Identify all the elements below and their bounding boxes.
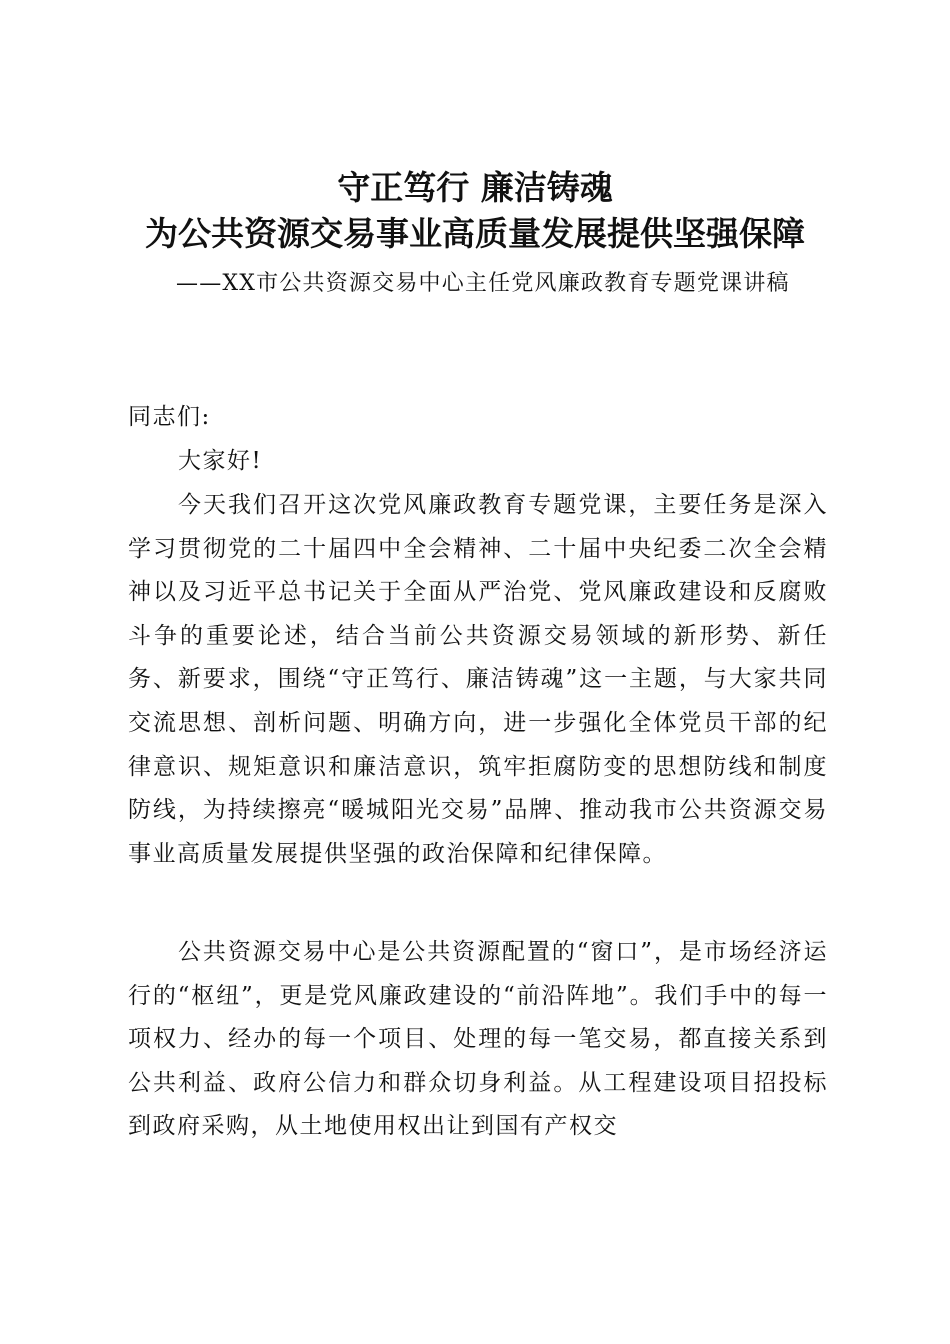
greeting: 大家好! <box>178 448 263 474</box>
paragraph-2-text: 公共资源交易中心是公共资源配置的“窗口”，是市场经济运行的“枢纽”，更是党风廉政建设的“前沿阵地”。我们手中的每一项权力、经办的每一个项目、处理的每一笔交易，都直接关系到公共利益、政府公信力和群众切身利益。从工程建设项目招投标到政府采购，从土地使用权出让到国有产权交 <box>128 939 828 1140</box>
paragraph-2 <box>128 931 828 1149</box>
title-line-1: 守正笃行 廉洁铸魂 <box>337 168 613 207</box>
salutation: 同志们: <box>128 404 211 430</box>
paragraph-1-text: 今天我们召开这次党风廉政教育专题党课，主要任务是深入学习贯彻党的二十届四中全会精神、二十届中央纪委二次全会精神以及习近平总书记关于全面从严治党、党风廉政建设和反腐败斗争的重要论述，结合当前公共资源交易领域的新形势、新任务、新要求，围绕“守正笃行、廉洁铸魂”这一主题，与大家共同交流思想、剖析问题、明确方向，进一步强化全体党员干部的纪律意识、规矩意识和廉洁意识，筑牢拒腐防变的思想防线和制度防线，为持续擦亮“暖城阳光交易”品牌、推动我市公共资源交易事业高质量发展提供坚强的政治保障和纪律保障。 <box>128 492 828 867</box>
paragraph-1 <box>128 484 828 876</box>
subtitle: ——XX市公共资源交易中心主任党风廉政教育专题党课讲稿 <box>176 271 790 296</box>
title-line-2: 为公共资源交易事业高质量发展提供坚强保障 <box>145 214 805 253</box>
